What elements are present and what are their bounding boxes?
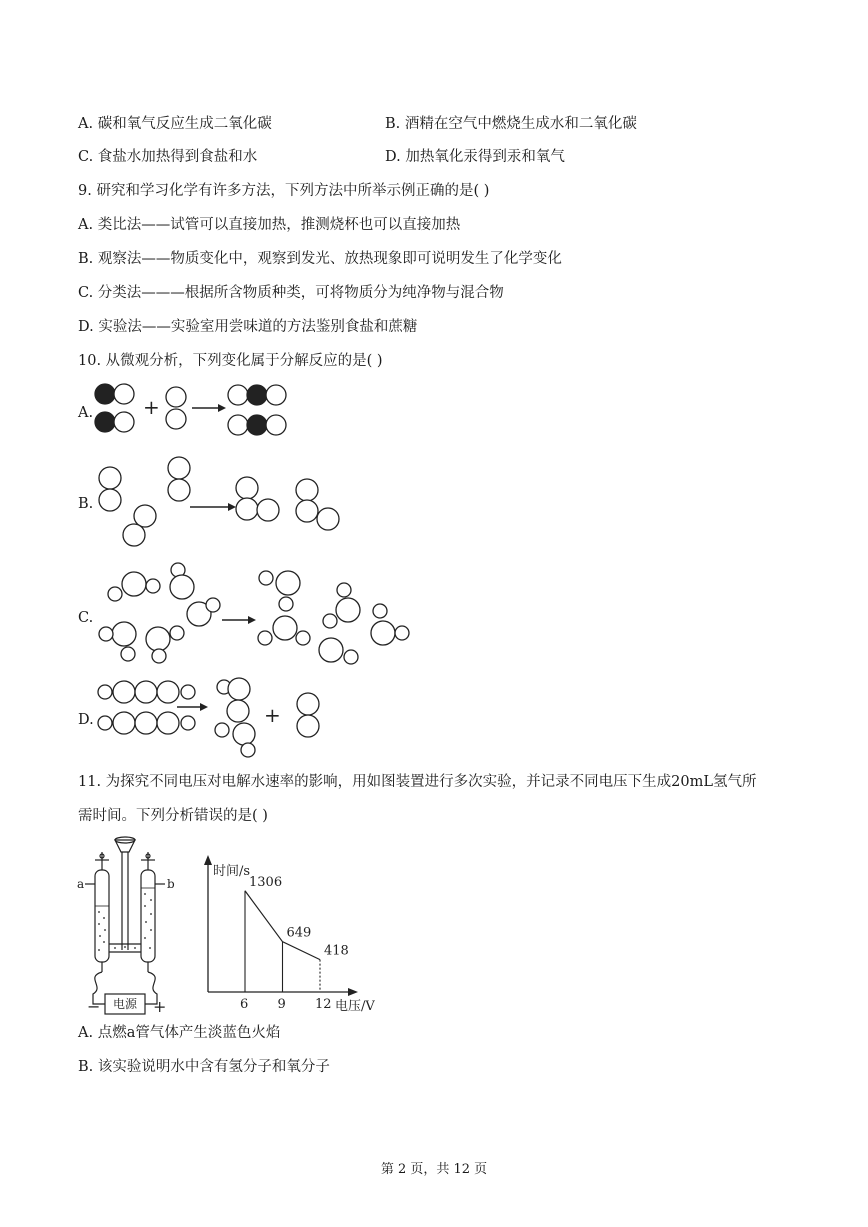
q11-option-a: A. 点燃a管气体产生淡蓝色火焰 [78, 1025, 281, 1041]
tube-b-label: b [167, 877, 175, 891]
electrolysis-apparatus [75, 832, 190, 1017]
plus-terminal: + [153, 997, 167, 1016]
plus-sign: + [143, 395, 160, 419]
q11-stem-line2: 需时间。下列分析错误的是( ) [78, 808, 268, 824]
q8-option-a: A. 碳和氧气反应生成二氧化碳 [78, 116, 272, 132]
x-tick-label: 9 [277, 997, 286, 1012]
q10-stem: 10. 从微观分析，下列变化属于分解反应的是( ) [78, 353, 383, 369]
plus-sign: + [264, 703, 281, 727]
x-tick-label: 6 [240, 997, 249, 1012]
data-label: 1306 [249, 874, 283, 890]
x-axis-label: 电压/V [335, 999, 375, 1014]
q9-option-b: B. 观察法——物质变化中，观察到发光、放热现象即可说明发生了化学变化 [78, 251, 562, 267]
q10-option-a-diagram [92, 380, 302, 442]
q10-label-b: B. [78, 496, 94, 512]
q8-option-c: C. 食盐水加热得到食盐和水 [78, 149, 258, 165]
x-tick-label: 12 [315, 997, 332, 1012]
y-axis-arrow [204, 855, 212, 865]
tube-a-label: a [77, 877, 85, 891]
q8-option-b: B. 酒精在空气中燃烧生成水和二氧化碳 [385, 116, 637, 132]
y-axis-label: 时间/s [213, 864, 251, 879]
q11-option-b: B. 该实验说明水中含有氢分子和氧分子 [78, 1059, 330, 1075]
q10-label-a: A. [78, 405, 94, 421]
page-footer: 第 2 页，共 12 页 [380, 1162, 488, 1177]
voltage-time-chart [195, 845, 395, 1015]
q10-option-b-diagram [92, 455, 352, 551]
q10-label-c: C. [78, 610, 94, 626]
q9-option-a: A. 类比法——试管可以直接加热，推测烧杯也可以直接加热 [78, 217, 461, 233]
data-label: 649 [286, 925, 312, 941]
q10-option-c-diagram [92, 558, 422, 670]
q8-option-d: D. 加热氧化汞得到汞和氧气 [385, 149, 565, 165]
data-label: 418 [324, 943, 349, 959]
q11-stem-line1: 11. 为探究不同电压对电解水速率的影响，用如图装置进行多次实验，并记录不同电压下生成20mL氢气所 [78, 774, 757, 790]
q9-option-c: C. 分类法———根据所含物质种类，可将物质分为纯净物与混合物 [78, 285, 504, 301]
q10-label-d: D. [78, 712, 94, 728]
power-supply-label: 电源 [113, 997, 138, 1011]
q9-stem: 9. 研究和学习化学有许多方法，下列方法中所举示例正确的是( ) [78, 183, 490, 199]
x-axis-arrow [348, 988, 358, 996]
q10-option-d-diagram [92, 675, 332, 763]
q9-option-d: D. 实验法——实验室用尝味道的方法鉴别食盐和蔗糖 [78, 319, 418, 335]
minus-terminal: − [87, 997, 101, 1016]
